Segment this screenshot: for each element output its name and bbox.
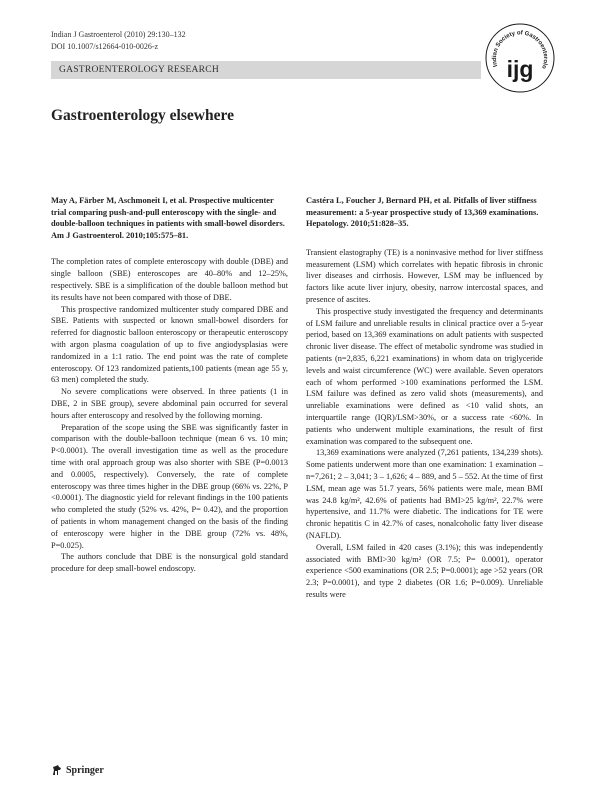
logo-ring-text: Indian Society of Gastroenterolo [491,30,549,70]
journal-header [51,29,186,53]
article-paragraph: Preparation of the scope using the SBE was significantly faster in comparison with the double-balloon technique (mean 6 vs. 10 min; P<0.0001). The overall investigation time as well as the procedure time with oral approach group was also shorter with SBE (P=0.0013 and 0.0005, respectively). Conversely, the rate of complete enteroscopy was three times higher in the DBE group (66% vs. 22%, P <0.0001). The diagnostic yield for relevant findings in the 100 patients who completed the study (52% vs. 42%, P= 0.42), and the proportion of patients in whom management changed on the basis of the finding of enteroscopy were higher in the DBE group (72% vs. 48%, P=0.025). [51,422,288,550]
article-paragraph: Overall, LSM failed in 420 cases (3.1%); this was independently associated with BMI>30 kg/m² (OR 7.5; P= 0.0001), operator experience <500 examinations (OR 2.5; P=0.0001); age >52 years (OR 2.3; P=0.0001), and type 2 diabetes (OR 1.6; P=0.009). Unreliable results were [306,542,543,599]
article-reference: Castéra L, Foucher J, Bernard PH, et al. Pitfalls of liver stiffness measurement: a 5-year prospective study of 13,369 examinations. Hepatology. 2010;51:828–35. [306,196,539,229]
doi: DOI 10.1007/s12664-010-0026-z [51,42,159,51]
article-paragraph: This prospective study investigated the frequency and determinants of LSM failure and unreliable results in clinical practice over a 5-year period, based on 13,369 examinations on adult patients with suspected chronic liver disease. The effect of metabolic syndrome was studied in patients (n=2,835, 6,221 examinations) in whom data on triglyceride levels and waist circumference (WC) were available. Seven operators each of whom performed >100 examinations performed the LSM. LSM failure was defined as zero valid shots (measurements), and unreliable examinations were defined as <10 valid shots, an interquartile range (IQR)/LSM>30%, or a success rate <60%. In patients who underwent multiple examinations, the result of first examination was compared to the subsequent one. [306,306,543,446]
article-paragraph: No severe complications were observed. In three patients (1 in DBE, 2 in SBE group), severe abdominal pain occurred for several hours after enteroscopy and resolved by the following morning. [51,387,288,420]
article-paragraph: 13,369 examinations were analyzed (7,261 patients, 134,239 shots). Some patients underwent more than one examination: 1 examination – n=7,261; 2 – 3,041; 3 – 1,626; 4 – 889, and 5 – 552. At the time of first LSM, mean age was 51.7 years, 56% patients were male, mean BMI was 24.8 kg/m², 42.6% of patients had BMI>25 kg/m², 22.7% were hypertensive, and 11.7% were diabetic. The indications for TE were chronic hepatitis C in 42.7% of cases, nonalcoholic fatty liver disease (NAFLD). [306,448,543,540]
article-right-column [306,195,543,601]
article-paragraph: The completion rates of complete enteroscopy with double (DBE) and single balloon (SBE) enteroscopes are 40–80% and 12–25%, respectively. SBE is a simplification of the double balloon method but its results have not been compared with those of DBE. [51,257,288,302]
springer-horse-icon [51,764,63,776]
article-paragraph: This prospective randomized multicenter study compared DBE and SBE. Patients with suspected or known small-bowel disorders for referred for diagnostic balloon enteroscopy or therapeutic enteroscopy with argon plasma coagulation of up to five angiodysplasias were randomized in a 1:1 ratio. The end point was the rate of complete enteroscopy. Of 123 randomized patients,100 patients (mean age 55 y, 63 men) completed the study. [51,304,288,385]
journal-citation: Indian J Gastroenterol (2010) 29:130–132 [51,30,186,39]
article-left-column [51,195,288,575]
section-band [51,61,481,79]
article-paragraph: Transient elastography (TE) is a noninvasive method for liver stiffness measurement (LSM) which correlates with hepatic fibrosis in chronic liver diseases and cirrhosis. However, LSM may be influenced by factors like acute liver injury, obesity, narrow intercostal spaces, and presence of ascites. [306,247,543,304]
page-title: Gastroenterology elsewhere [51,107,234,124]
ijg-logo [484,22,556,94]
publisher-footer [51,764,104,776]
article-reference: May A, Färber M, Aschmoneit I, et al. Prospective multicenter trial comparing push-and-pull enteroscopy with the single- and double-balloon techniques in patients with small-bowel disorders. Am J Gastroenterol. 2010;105:575–81. [51,196,285,240]
article-paragraph: The authors conclude that DBE is the nonsurgical gold standard procedure for deep small-bowel endoscopy. [51,552,288,574]
section-label: GASTROENTEROLOGY RESEARCH [59,64,220,75]
publisher-name: Springer [66,764,104,776]
logo-initials: ijg [506,56,534,82]
